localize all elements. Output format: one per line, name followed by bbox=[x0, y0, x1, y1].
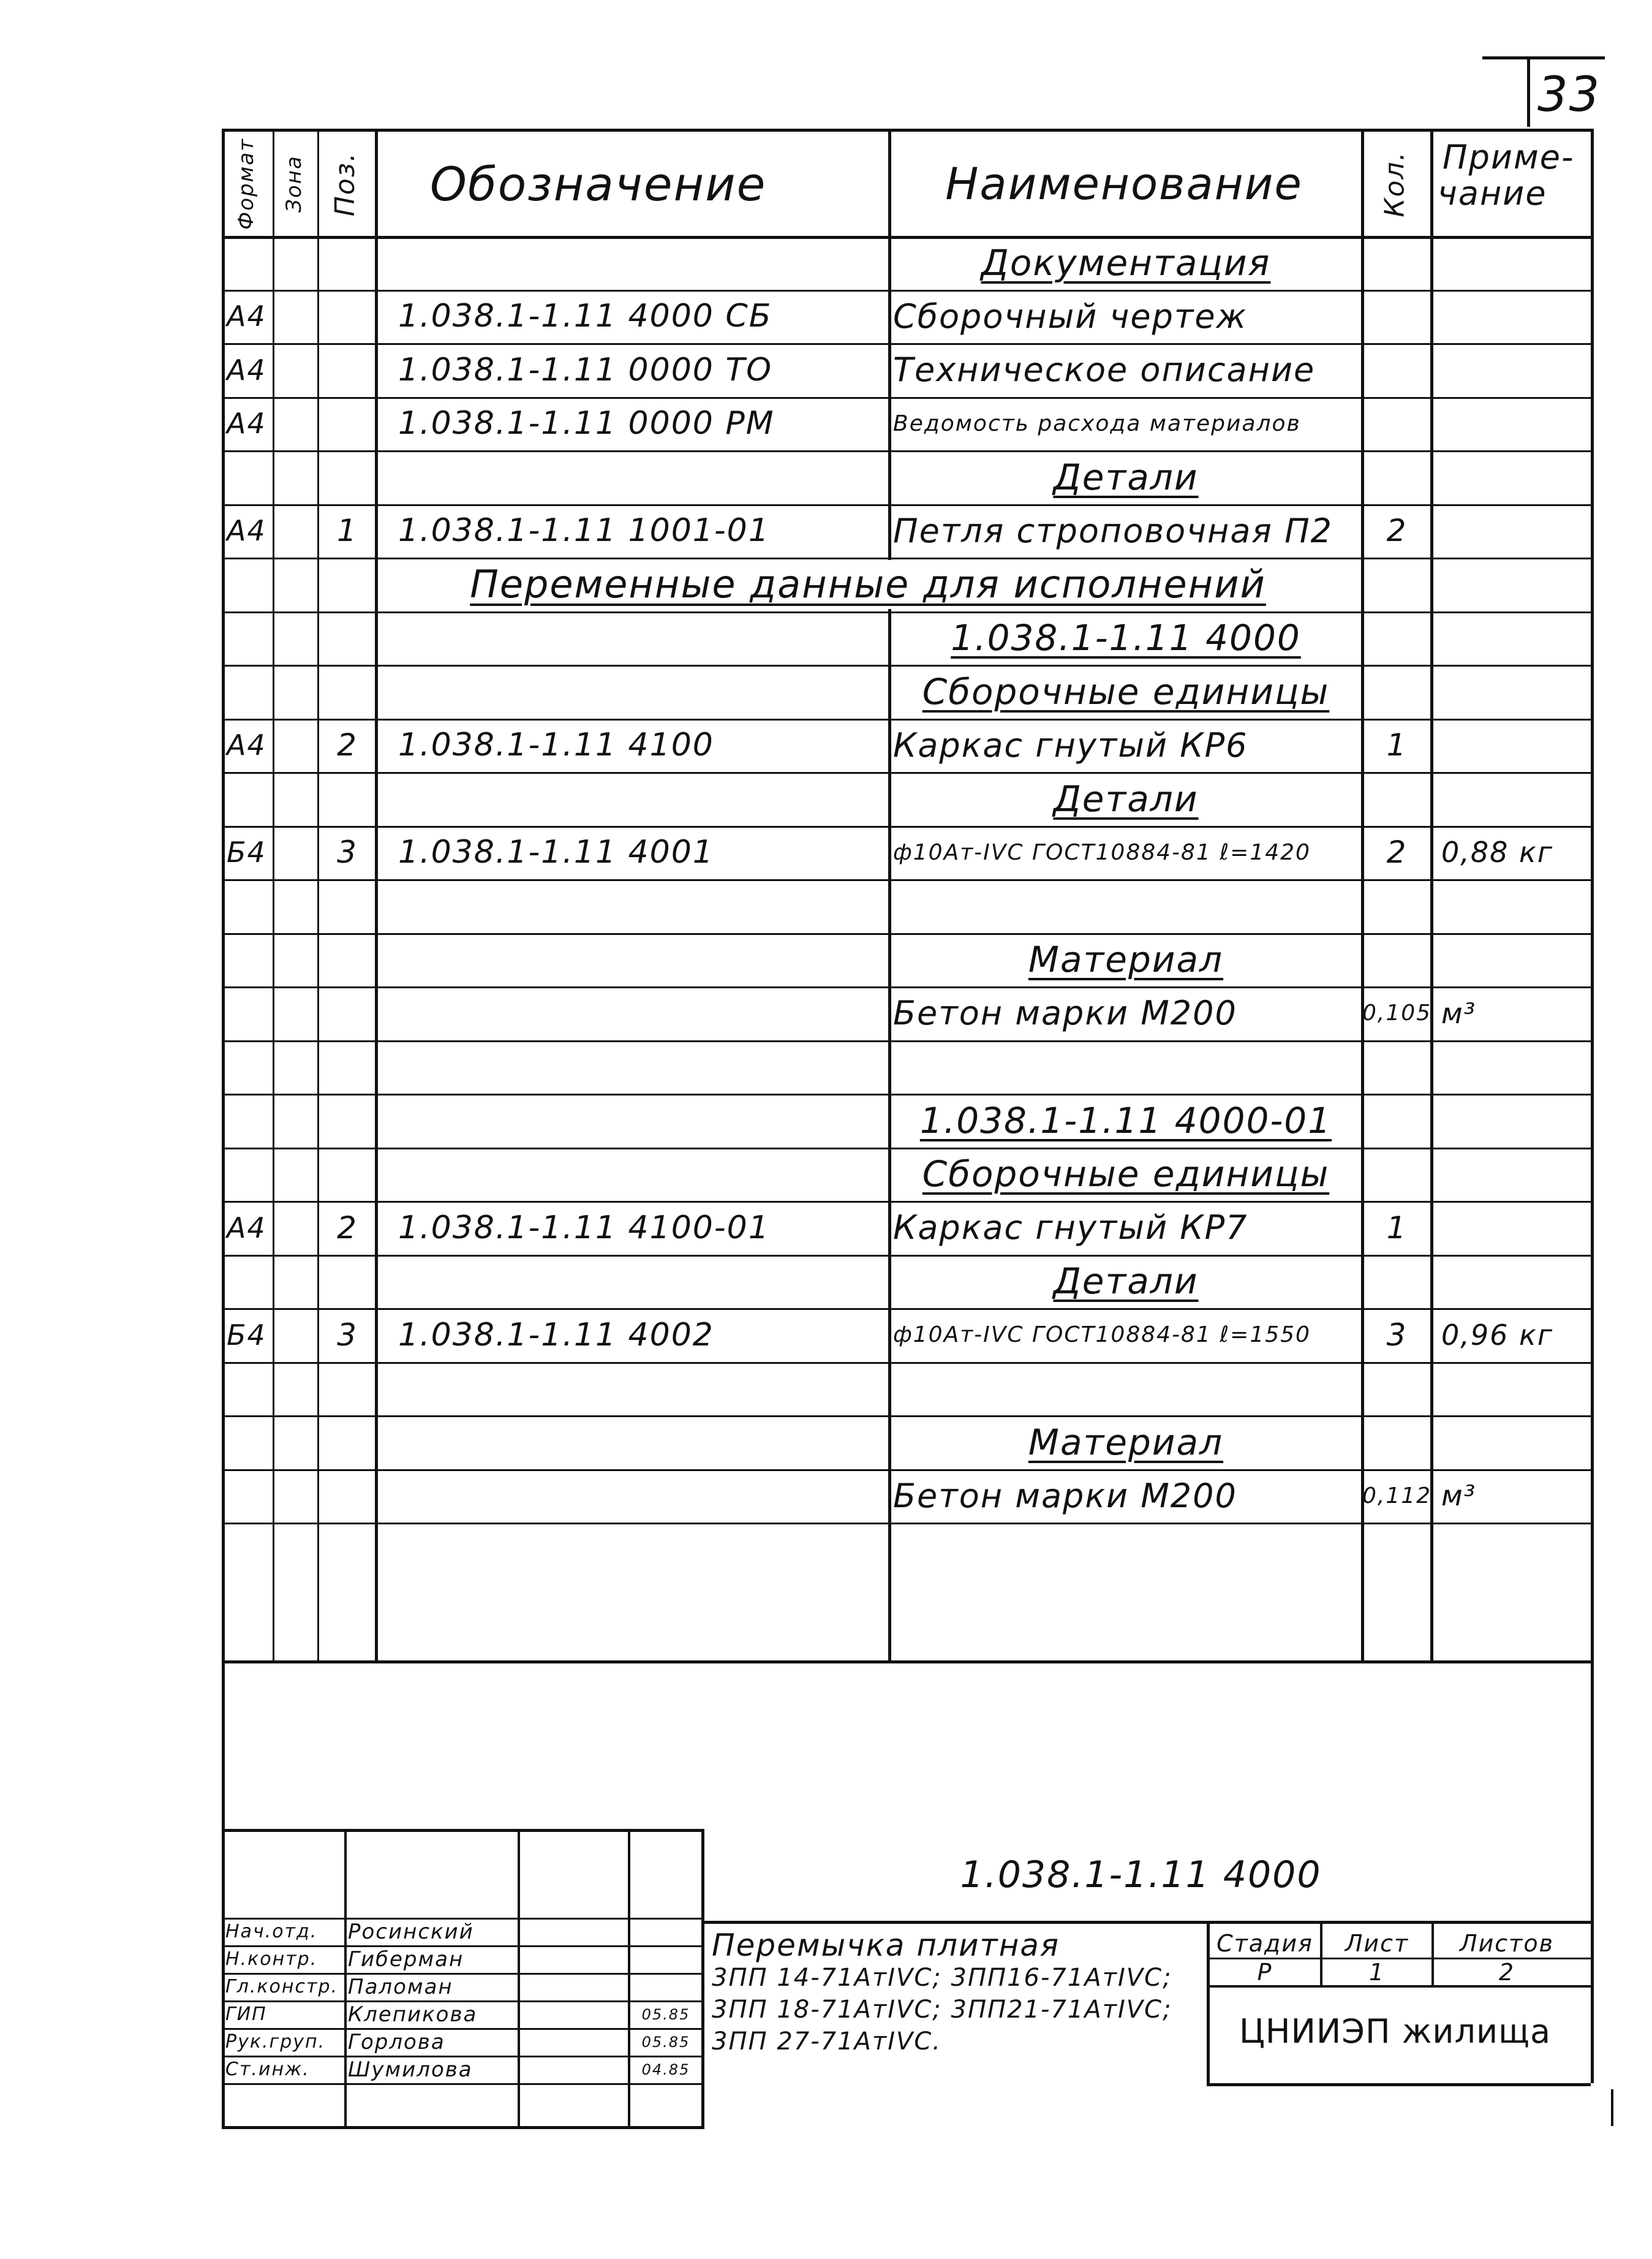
cell-quantity bbox=[1366, 1255, 1428, 1309]
sign-date: 05.85 bbox=[641, 2033, 690, 2051]
margin-mark bbox=[1611, 2089, 1613, 2126]
cell-quantity: 3 bbox=[1386, 1317, 1408, 1353]
cell-note bbox=[1435, 1415, 1594, 1469]
cell-quantity bbox=[1366, 450, 1428, 504]
cell-quantity bbox=[1366, 1362, 1428, 1416]
header-format: Формат bbox=[234, 138, 259, 230]
cell-position bbox=[322, 1415, 372, 1469]
cell-quantity: 1 bbox=[1386, 727, 1408, 763]
cell-designation bbox=[380, 1094, 904, 1148]
cell-note: м³ bbox=[1441, 1479, 1477, 1513]
organization-name: ЦНИИЭП жилища bbox=[1239, 2011, 1552, 2051]
signer-name: Клепикова bbox=[348, 2002, 478, 2027]
cell-format bbox=[227, 450, 270, 504]
header-qty: Кол. bbox=[1379, 150, 1411, 218]
cell-note bbox=[1435, 397, 1594, 451]
title-block-top-left bbox=[222, 1829, 704, 1832]
table-row bbox=[0, 719, 1652, 773]
cell-position bbox=[322, 665, 372, 719]
title-block-org-bottom bbox=[1207, 2083, 1591, 2086]
cell-format: Б4 bbox=[227, 836, 266, 869]
table-row bbox=[0, 826, 1652, 880]
cell-note bbox=[1435, 1040, 1594, 1094]
cell-designation: 1.038.1-1.11 4100-01 bbox=[398, 1209, 770, 1246]
cell-designation: 1.038.1-1.11 0000 ТО bbox=[398, 351, 773, 388]
signer-name: Гиберман bbox=[348, 1947, 464, 1972]
signer-name: Паломан bbox=[348, 1974, 453, 1999]
cell-note: м³ bbox=[1441, 996, 1477, 1030]
cell-note bbox=[1435, 719, 1594, 773]
table-row bbox=[0, 772, 1652, 826]
section-heading: Сборочные единицы bbox=[922, 1153, 1330, 1195]
table-row bbox=[0, 665, 1652, 719]
cell-format: А4 bbox=[227, 514, 266, 548]
header-name: Наименование bbox=[945, 158, 1303, 210]
cell-quantity: 1 bbox=[1386, 1209, 1408, 1246]
section-heading: Детали bbox=[1053, 456, 1199, 498]
cell-designation bbox=[380, 1255, 904, 1309]
cell-name: ф10Ат-IVС ГОСТ10884-81 ℓ=1420 bbox=[893, 839, 1311, 865]
cell-designation bbox=[380, 879, 904, 933]
table-row bbox=[0, 1094, 1652, 1148]
cell-name: Петля строповочная П2 bbox=[893, 511, 1333, 550]
cell-name: Бетон марки М200 bbox=[893, 994, 1237, 1033]
table-row bbox=[0, 986, 1652, 1040]
cell-quantity bbox=[1366, 1415, 1428, 1469]
cell-note: 0,96 кг bbox=[1441, 1318, 1553, 1352]
sheets-label: Листов bbox=[1460, 1930, 1554, 1957]
table-row bbox=[0, 1469, 1652, 1523]
cell-note bbox=[1435, 450, 1594, 504]
title-block-code-bottom bbox=[701, 1921, 1591, 1924]
table-row bbox=[0, 1415, 1652, 1469]
section-heading: Сборочные единицы bbox=[922, 670, 1330, 713]
cell-note bbox=[1435, 1094, 1594, 1148]
cell-designation: 1.038.1-1.11 1001-01 bbox=[398, 512, 770, 550]
variable-data-heading: Переменные данные для исполнений bbox=[470, 562, 1266, 607]
table-row bbox=[0, 1255, 1652, 1309]
cell-quantity: 0,105 bbox=[1362, 1001, 1432, 1026]
cell-name: Техническое описание bbox=[893, 350, 1316, 390]
section-heading: Детали bbox=[1053, 778, 1199, 820]
header-pos: Поз. bbox=[330, 151, 361, 216]
cell-position bbox=[322, 879, 372, 933]
cell-designation bbox=[380, 1040, 904, 1094]
cell-quantity bbox=[1366, 1148, 1428, 1201]
cell-note bbox=[1435, 504, 1594, 558]
cell-position: 1 bbox=[337, 513, 358, 549]
cell-name bbox=[893, 1362, 1359, 1416]
signer-role: Нач.отд. bbox=[225, 1921, 318, 1942]
cell-position: 2 bbox=[337, 727, 358, 763]
cell-format bbox=[227, 986, 270, 1040]
cell-quantity bbox=[1366, 665, 1428, 719]
section-heading: 1.038.1-1.11 4000-01 bbox=[919, 1099, 1332, 1141]
sign-date bbox=[632, 1973, 700, 2000]
cell-quantity: 0,112 bbox=[1362, 1483, 1432, 1508]
cell-quantity bbox=[1366, 236, 1428, 290]
cell-position bbox=[322, 772, 372, 826]
table-row bbox=[0, 290, 1652, 344]
table-row bbox=[0, 1362, 1652, 1416]
cell-quantity bbox=[1366, 290, 1428, 344]
table-row bbox=[0, 933, 1652, 987]
cell-format: А4 bbox=[227, 407, 266, 441]
cell-note bbox=[1435, 343, 1594, 397]
title-block-column bbox=[344, 1829, 347, 2126]
cell-designation bbox=[380, 236, 904, 290]
cell-designation bbox=[380, 1469, 904, 1523]
cell-designation bbox=[380, 772, 904, 826]
cell-quantity bbox=[1366, 879, 1428, 933]
table-row bbox=[0, 1201, 1652, 1255]
signer-role: Рук.груп. bbox=[225, 2031, 326, 2053]
cell-note bbox=[1435, 1362, 1594, 1416]
cell-name: Сборочный чертеж bbox=[893, 297, 1248, 336]
cell-position: 3 bbox=[337, 1317, 358, 1353]
section-heading: Материал bbox=[1028, 939, 1224, 981]
cell-quantity bbox=[1366, 1040, 1428, 1094]
cell-format bbox=[227, 1040, 270, 1094]
cell-position bbox=[322, 1255, 372, 1309]
cell-format bbox=[227, 1469, 270, 1523]
cell-format bbox=[227, 611, 270, 665]
cell-designation bbox=[380, 933, 904, 987]
cell-format: А4 bbox=[227, 353, 266, 387]
signer-role: Ст.инж. bbox=[225, 2059, 310, 2080]
cell-note bbox=[1435, 933, 1594, 987]
cell-format: А4 bbox=[227, 728, 266, 762]
cell-designation bbox=[380, 1148, 904, 1201]
signer-name: Шумилова bbox=[348, 2057, 473, 2082]
cell-designation: 1.038.1-1.11 4001 bbox=[398, 834, 714, 871]
stage-value: Р bbox=[1257, 1959, 1273, 1986]
signer-role: Н.контр. bbox=[225, 1948, 318, 1970]
cell-name bbox=[893, 1040, 1359, 1094]
product-title: Перемычка плитная 3ПП 14-71АтIVС; 3ПП16-71АтIVС; 3ПП 18-71АтIVС; 3ПП21-71АтIVС; 3ПП 27-71АтIVС. bbox=[712, 1928, 1172, 2056]
title-block-column bbox=[628, 1829, 630, 2126]
sheet-label: Лист bbox=[1345, 1930, 1409, 1957]
cell-name: Каркас гнутый КР7 bbox=[893, 1208, 1248, 1247]
section-heading: Материал bbox=[1028, 1421, 1224, 1463]
cell-designation: 1.038.1-1.11 4002 bbox=[398, 1316, 714, 1353]
cell-designation bbox=[380, 986, 904, 1040]
cell-name: Каркас гнутый КР6 bbox=[893, 725, 1248, 765]
table-row bbox=[0, 450, 1652, 504]
cell-designation bbox=[380, 450, 904, 504]
cell-designation: 1.038.1-1.11 4000 СБ bbox=[398, 298, 772, 335]
cell-position bbox=[322, 933, 372, 987]
table-row bbox=[0, 1148, 1652, 1201]
cell-position bbox=[322, 1469, 372, 1523]
sign-date bbox=[632, 1918, 700, 1945]
cell-quantity bbox=[1366, 933, 1428, 987]
cell-format bbox=[227, 236, 270, 290]
section-heading: Документация bbox=[981, 241, 1271, 284]
cell-note bbox=[1435, 611, 1594, 665]
cell-position bbox=[322, 1148, 372, 1201]
cell-format: А4 bbox=[227, 1211, 266, 1244]
cell-format bbox=[227, 665, 270, 719]
table-row bbox=[0, 611, 1652, 665]
cell-note bbox=[1435, 1255, 1594, 1309]
section-heading: 1.038.1-1.11 4000 bbox=[951, 617, 1301, 659]
header-note: Приме- чание bbox=[1438, 138, 1575, 213]
cell-note bbox=[1435, 1148, 1594, 1201]
cell-format bbox=[227, 772, 270, 826]
cell-quantity bbox=[1366, 397, 1428, 451]
cell-position bbox=[322, 1040, 372, 1094]
stage-label: Стадия bbox=[1216, 1930, 1313, 1957]
cell-quantity: 2 bbox=[1386, 513, 1408, 549]
cell-format bbox=[227, 1362, 270, 1416]
sign-date: 05.85 bbox=[641, 2005, 690, 2023]
signer-role: Гл.констр. bbox=[225, 1976, 339, 1997]
cell-designation bbox=[380, 1415, 904, 1469]
cell-position: 2 bbox=[337, 1209, 358, 1246]
cell-note: 0,88 кг bbox=[1441, 836, 1553, 869]
cell-format bbox=[227, 879, 270, 933]
table-row bbox=[0, 504, 1652, 558]
signer-name: Росинский bbox=[348, 1919, 474, 1944]
table-row bbox=[0, 879, 1652, 933]
cell-quantity: 2 bbox=[1386, 834, 1408, 871]
table-bottom-border bbox=[222, 1660, 1591, 1663]
cell-format bbox=[227, 1094, 270, 1148]
sheets-value: 2 bbox=[1498, 1959, 1515, 1986]
cell-name: ф10Ат-IVС ГОСТ10884-81 ℓ=1550 bbox=[893, 1322, 1311, 1348]
cell-format bbox=[227, 933, 270, 987]
cell-position bbox=[322, 290, 372, 344]
cell-note bbox=[1435, 665, 1594, 719]
table-row bbox=[0, 343, 1652, 397]
cell-position bbox=[322, 236, 372, 290]
doc-code: 1.038.1-1.11 4000 bbox=[960, 1853, 1322, 1896]
cell-note bbox=[1435, 879, 1594, 933]
cell-note bbox=[1435, 772, 1594, 826]
sheet-value: 1 bbox=[1368, 1959, 1386, 1986]
table-row bbox=[0, 236, 1652, 290]
cell-designation: 1.038.1-1.11 4100 bbox=[398, 727, 714, 764]
cell-designation bbox=[380, 611, 904, 665]
cell-format bbox=[227, 1148, 270, 1201]
sheet-number: 33 bbox=[1537, 67, 1601, 123]
cell-position bbox=[322, 611, 372, 665]
sign-date: 04.85 bbox=[641, 2060, 690, 2078]
cell-name: Ведомость расхода материалов bbox=[893, 411, 1301, 436]
signer-name: Горлова bbox=[348, 2029, 445, 2054]
cell-format bbox=[227, 1255, 270, 1309]
cell-position bbox=[322, 397, 372, 451]
cell-position bbox=[322, 450, 372, 504]
cell-format: А4 bbox=[227, 300, 266, 333]
cell-quantity bbox=[1366, 772, 1428, 826]
cell-position bbox=[322, 1094, 372, 1148]
cell-position: 3 bbox=[337, 834, 358, 871]
table-row bbox=[0, 558, 1652, 611]
table-row bbox=[0, 397, 1652, 451]
cell-designation bbox=[380, 665, 904, 719]
cell-position bbox=[322, 1362, 372, 1416]
table-row bbox=[0, 1308, 1652, 1362]
cell-name: Бетон марки М200 bbox=[893, 1476, 1237, 1515]
cell-format bbox=[227, 1415, 270, 1469]
cell-position bbox=[322, 986, 372, 1040]
cell-quantity bbox=[1366, 1094, 1428, 1148]
cell-format: Б4 bbox=[227, 1318, 266, 1352]
title-block-row bbox=[222, 2083, 701, 2085]
cell-quantity bbox=[1366, 343, 1428, 397]
row-divider bbox=[222, 1523, 1591, 1524]
cell-name bbox=[893, 879, 1359, 933]
header-designation: Обозначение bbox=[430, 156, 767, 211]
cell-note bbox=[1435, 236, 1594, 290]
sign-date bbox=[632, 1945, 700, 1973]
cell-designation: 1.038.1-1.11 0000 РМ bbox=[398, 405, 775, 442]
title-block-column bbox=[518, 1829, 520, 2126]
cell-note bbox=[1435, 1201, 1594, 1255]
cell-position bbox=[322, 343, 372, 397]
cell-quantity bbox=[1366, 611, 1428, 665]
signer-role: ГИП bbox=[225, 2004, 267, 2025]
cell-designation bbox=[380, 1362, 904, 1416]
header-zone: Зона bbox=[282, 155, 307, 213]
table-row bbox=[0, 1040, 1652, 1094]
title-block-bottom bbox=[222, 2126, 704, 2129]
section-heading: Детали bbox=[1053, 1260, 1199, 1303]
cell-note bbox=[1435, 290, 1594, 344]
